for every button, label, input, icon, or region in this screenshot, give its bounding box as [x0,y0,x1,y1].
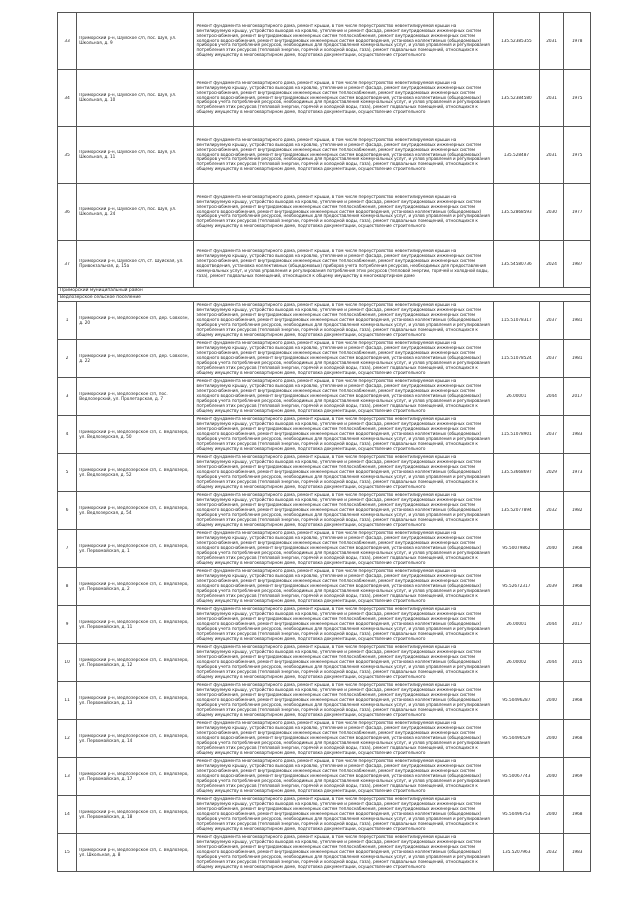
row-number-text: 37 [64,261,70,266]
repair-year-cell-text: 2024 [546,261,557,266]
cadastral-code-cell [493,492,539,530]
settlement-heading: Ведлозерское сельское поселение [58,295,591,302]
repair-year-cell [539,416,564,454]
works-description-cell-text: Ремонт фундамента многоквартирного дома, ремонт крыши, в том числе переустройство невентилируемой крыши на вентилируемую крышу, устройство выходов на кровлю, утепление и ремонт фасада, ремонт внутридомовых инженерных систем электроснабжения, ремонт внутридомовых инженерных систем теплоснабжения, ремонт внутридомовых инженерных систем холодного водоснабжения, ремонт внутридомовых инженерных систем водоотведения, установка коллективных (общедомовых) приборов учета потребления ресурсов, необходимых для предоставления коммунальных услуг, и узлов управления и регулирования потребления этих ресурсов (тепловой энергии, горячей и холодной воды, газа), ремонт подвальных помещений, относящихся к общему имуществу в многоквартирном доме, подготовка документации, осуществление строительного [196,379,490,413]
build-year-cell-text: 1975 [571,95,583,100]
repair-year-cell-text: 2044 [546,660,557,665]
address-cell-text: Приморский р-н, Ведлозерское с/п, дер. Совхозн, д. 20 [79,315,189,325]
address-cell [77,13,194,70]
row-number-text: 36 [64,209,70,214]
build-year-cell-text: 1981 [571,318,583,323]
build-year-cell-text: 1968 [571,812,583,817]
repair-year-cell-text: 2044 [546,622,557,627]
cadastral-code-cell-text: 95.52672317 [502,584,531,589]
address-cell [77,530,194,568]
row-number [58,340,77,378]
row-number [58,454,77,492]
cadastral-code-cell [493,530,539,568]
works-description-cell [194,378,494,416]
address-cell [77,184,194,241]
address-cell-text: Приморский р-н, Шуйское с/п, пос. Шуя, ул. Школьная, д. 9 [79,36,177,45]
works-description-cell [194,530,494,568]
address-cell [77,127,194,184]
works-description-cell-text: Ремонт фундамента многоквартирного дома, ремонт крыши, в том числе переустройство невентилируемой крыши на вентилируемую крышу, устройство выходов на кровлю, утепление и ремонт фасада, ремонт внутридомовых инженерных систем электроснабжения, ремонт внутридомовых инженерных систем теплоснабжения, ремонт внутридомовых инженерных систем холодного водоснабжения, ремонт внутридомовых инженерных систем водоотведения, установка коллективных (общедомовых) приборов учета потребления ресурсов, необходимых для предоставления коммунальных услуг, и узлов управления и регулирования потребления этих ресурсов (тепловой энергии, горячей и холодной воды, газа), ремонт подвальных помещений, относящихся к общему имуществу в многоквартирном доме, подготовка документации, осуществление строительного [196,80,490,115]
repair-year-cell-text: 2032 [546,850,557,855]
build-year-cell [564,644,591,682]
cadastral-code-cell-text: 95.50496287 [502,698,531,703]
cadastral-code-cell [493,378,539,416]
cadastral-code-cell [493,13,539,70]
cadastral-code-cell-text: 95.50079862 [502,546,531,551]
works-description-cell [194,834,494,872]
cadastral-code-cell-text: 135.52077894 [501,508,532,513]
row-number-text: 9 [65,622,69,627]
table-body-vedlozerskoe [58,302,591,872]
build-year-cell [564,606,591,644]
address-cell-text: Приморский р-н, Шуйское с/п, пос. Шуя, ул. Школьная, д. 10 [79,93,177,102]
works-description-cell [194,720,494,758]
build-year-cell-text: 1978 [571,38,583,43]
cadastral-code-cell [493,454,539,492]
works-description-cell-text: Ремонт фундамента многоквартирного дома, ремонт крыши, в том числе переустройство невентилируемой крыши на вентилируемую крышу, устройство выходов на кровлю, утепление и ремонт фасада, ремонт внутридомовых инженерных систем электроснабжения, ремонт внутридомовых инженерных систем теплоснабжения, ремонт внутридомовых инженерных систем холодного водоснабжения, ремонт внутридомовых инженерных систем водоотведения, установка коллективных (общедомовых) приборов учета потребления ресурсов, необходимых для предоставления коммунальных услуг, и узлов управления и регулирования потребления этих ресурсов (тепловой энергии, горячей и холодной воды, газа), ремонт подвальных помещений, относящихся к общему имуществу в многоквартирном доме, подготовка документации, осуществление строительного [196,683,490,717]
table-row [58,758,591,796]
table-row [58,127,591,184]
row-number [58,606,77,644]
build-year-cell-text: 1982 [571,508,583,513]
build-year-cell-text: 1973 [571,470,583,475]
row-number-text: 12 [64,736,70,741]
row-number [58,13,77,70]
repair-year-cell [539,13,564,70]
address-cell-text: Приморский р-н, Ведлозерское с/п, с. Ведлозеро, ул. Первомайская, д. 13 [79,695,189,705]
works-description-cell-text: Ремонт фундамента многоквартирного дома, ремонт крыши, в том числе переустройство невентилируемой крыши на вентилируемую крышу, устройство выходов на кровлю, утепление и ремонт фасада, ремонт внутридомовых инженерных систем электроснабжения, ремонт внутридомовых инженерных систем теплоснабжения, ремонт внутридомовых инженерных систем холодного водоснабжения, ремонт внутридомовых инженерных систем водоотведения, установка коллективных (общедомовых) приборов учета потребления ресурсов, необходимых для предоставления коммунальных услуг, и узлов управления и регулирования потребления этих ресурсов (тепловой энергии, горячей и холодной воды, газа), ремонт подвальных помещений, относящихся к общему имуществу в многоквартирном доме, подготовка документации, осуществление строительного [196,23,490,58]
cadastral-code-cell [493,184,539,241]
works-description-cell-text: Ремонт фундамента многоквартирного дома, ремонт крыши, в том числе переустройство невентилируемой крыши на вентилируемую крышу, устройство выходов на кровлю, утепление и ремонт фасада, ремонт внутридомовых инженерных систем электроснабжения, ремонт внутридомовых инженерных систем теплоснабжения, ремонт внутридомовых инженерных систем холодного водоснабжения, ремонт внутридомовых инженерных систем водоотведения, установка коллективных (общедомовых) приборов учета потребления ресурсов, необходимых для предоставления коммунальных услуг, и узлов управления и регулирования потребления этих ресурсов (тепловой энергии, горячей и холодной воды, газа), ремонт подвальных помещений, относящихся к общему имуществу в многоквартирном доме, подготовка документации, осуществление строительного [196,194,490,229]
address-cell-text: Приморский р-н, Ведлозерское с/п, с. Ведлозеро, ул. Первомайская, д. 2 [79,581,189,591]
repair-year-cell [539,682,564,720]
build-year-cell [564,530,591,568]
repair-year-cell-text: 2031 [546,95,557,100]
cadastral-code-cell-text: 26.00002 [506,660,527,665]
works-description-cell [194,302,494,340]
works-description-cell-text: Ремонт фундамента многоквартирного дома, ремонт крыши, в том числе переустройство невентилируемой крыши на вентилируемую крышу, устройство выходов на кровлю, утепление и ремонт фасада, ремонт внутридомовых инженерных систем электроснабжения, ремонт внутридомовых инженерных систем теплоснабжения, ремонт внутридомовых инженерных систем холодного водоснабжения, ремонт внутридомовых инженерных систем водоотведения, установка коллективных (общедомовых) приборов учета потребления ресурсов, необходимых для предоставления коммунальных услуг, и узлов управления и регулирования потребления этих ресурсов (тепловой энергии, горячей и холодной воды, газа), ремонт подвальных помещений, относящихся к общему имуществу в многоквартирном доме, подготовка документации, осуществление строительного [196,455,490,489]
cadastral-code-cell [493,682,539,720]
address-cell [77,70,194,127]
build-year-cell [564,796,591,834]
repair-year-cell-text: 2032 [546,508,557,513]
build-year-cell [564,568,591,606]
repair-year-cell [539,302,564,340]
cadastral-code-cell-text: 115.51078317 [501,318,532,323]
table-row [58,241,591,288]
cadastral-code-cell-text: 135.52385355 [501,38,532,43]
address-cell [77,378,194,416]
address-cell [77,302,194,340]
cadastral-code-cell [493,834,539,872]
address-cell [77,606,194,644]
cadastral-code-cell [493,644,539,682]
works-description-cell [194,241,494,288]
cadastral-code-cell-text: 135.52384580 [501,95,532,100]
cadastral-code-cell-text: 95.50496753 [502,812,531,817]
table-row [58,834,591,872]
row-number [58,682,77,720]
repair-year-cell [539,796,564,834]
address-cell [77,758,194,796]
row-number [58,127,77,184]
repair-year-cell [539,70,564,127]
table-row [58,302,591,340]
cadastral-code-cell [493,340,539,378]
repair-year-cell [539,606,564,644]
build-year-cell-text: 2017 [571,394,583,399]
table-row [58,416,591,454]
address-cell-text: Приморский р-н, Ведлозерское с/п, с. Ведлозеро, ул. Первомайская, д. 17 [79,771,189,781]
repair-year-cell [539,492,564,530]
build-year-cell [564,834,591,872]
row-number-text: 11 [64,698,70,703]
works-description-cell [194,13,494,70]
address-cell-text: Приморский р-н, Шуйское с/п, пос. Шуя, ул. Школьная, д. 11 [79,150,177,159]
table-row [58,378,591,416]
row-number [58,644,77,682]
repair-year-cell-text: 2037 [546,318,557,323]
build-year-cell [564,378,591,416]
cadastral-code-cell-text: 26.00001 [506,394,527,399]
address-cell [77,492,194,530]
repair-year-cell [539,454,564,492]
build-year-cell-text: 1987 [571,261,583,266]
repair-year-cell [539,530,564,568]
table-row [58,13,591,70]
works-description-cell [194,568,494,606]
address-cell [77,796,194,834]
cadastral-code-cell-text: 95.50496529 [502,736,531,741]
repair-year-cell [539,184,564,241]
repair-year-cell-text: 2031 [546,38,557,43]
cadastral-code-cell-text: 135.53668697 [501,470,532,475]
cadastral-code-cell [493,758,539,796]
works-description-cell-text: Ремонт фундамента многоквартирного дома, ремонт крыши, в том числе переустройство невентилируемой крыши на вентилируемую крышу, устройство выходов на кровлю, утепление и ремонт фасада, ремонт внутридомовых инженерных систем электроснабжения, ремонт внутридомовых инженерных систем теплоснабжения, ремонт внутридомовых инженерных систем холодного водоснабжения, ремонт внутридомовых инженерных систем водоотведения, установка коллективных (общедомовых) приборов учета потребления ресурсов, необходимых для предоставления коммунальных услуг, и узлов управления и регулирования потребления этих ресурсов (тепловой энергии, горячей и холодной воды, газа), ремонт подвальных помещений, относящихся к общему имуществу в многоквартирном доме, подготовка документации, осуществление строительного [196,531,490,565]
address-cell [77,834,194,872]
table-body-shuiskoe [58,13,591,288]
works-description-cell [194,184,494,241]
address-cell-text: Приморский р-н, Ведлозерское с/п, с. Ведлозеро, ул. Первомайская, д. 14 [79,733,189,743]
cadastral-code-cell [493,720,539,758]
repair-year-cell [539,241,564,288]
table-row [58,454,591,492]
row-number [58,70,77,127]
cadastral-code-cell [493,568,539,606]
row-number-text: 5 [65,470,69,475]
works-description-cell-text: Ремонт фундамента многоквартирного дома, ремонт крыши, в том числе переустройство невентилируемой крыши на вентилируемую крышу, устройство выходов на кровлю, утепление и ремонт фасада, ремонт внутридомовых инженерных систем электроснабжения, ремонт внутридомовых инженерных систем теплоснабжения, ремонт внутридомовых инженерных систем холодного водоснабжения, ремонт внутридомовых инженерных систем водоотведения, установка коллективных (общедомовых) приборов учета потребления ресурсов, необходимых для предоставления коммунальных услуг, и узлов управления и регулирования потребления этих ресурсов (тепловой энергии, горячей и холодной воды, газа), ремонт подвальных помещений, относящихся к общему имуществу в многоквартирном доме, подготовка документации, осуществление строительного [196,797,490,831]
row-number-text: 8 [65,584,69,589]
table-row [58,530,591,568]
works-description-cell-text: Ремонт фундамента многоквартирного дома, ремонт крыши, в том числе переустройство невентилируемой крыши на вентилируемую крышу, устройство выходов на кровлю, утепление и ремонт фасада, ремонт внутридомовых инженерных систем электроснабжения, ремонт внутридомовых инженерных систем теплоснабжения, ремонт внутридомовых инженерных систем холодного водоснабжения, ремонт внутридомовых инженерных систем водоотведения, установка коллективных (общедомовых) приборов учета потребления ресурсов, необходимых для предоставления коммунальных услуг, и узлов управления и регулирования потребления этих ресурсов (тепловой энергии, горячей и холодной воды, газа), ремонт подвальных помещений, относящихся к общему имуществу в многоквартирном доме, подготовка документации, осуществление строительного [196,493,490,527]
works-description-cell [194,454,494,492]
repair-year-cell-text: 2030 [546,209,557,214]
row-number [58,834,77,872]
address-cell-text: Приморский р-н, Шуйское с/п, пос. Шуя, ул. Школьная, д. 24 [79,207,177,216]
build-year-cell [564,184,591,241]
section-row-district [58,288,591,295]
works-description-cell [194,416,494,454]
housing-register-table [57,12,591,872]
address-cell-text: Приморский р-н, Ведлозерское с/п, с. Ведлозеро, ул. Первомайская, д. 11 [79,619,189,629]
repair-year-cell-text: 2037 [546,432,557,437]
works-description-cell [194,606,494,644]
repair-year-cell-text: 2040 [546,774,557,779]
row-number-text: 34 [64,95,70,100]
table-row [58,720,591,758]
cadastral-code-cell [493,606,539,644]
works-description-cell [194,340,494,378]
build-year-cell [564,70,591,127]
row-number [58,184,77,241]
repair-year-cell [539,127,564,184]
cadastral-code-cell-text: 135.54580736 [501,261,532,266]
address-cell [77,241,194,288]
address-cell-text: Приморский р-н, Ведлозерское с/п, с. Ведлозеро, ул. Школьная, д. 8 [79,847,189,857]
works-description-cell [194,796,494,834]
address-cell-text: Приморский р-н, Ведлозерское с/п, с. Ведлозеро, ул. Ведлозерская, д. 50 [79,429,189,439]
repair-year-cell-text: 2037 [546,356,557,361]
section-row-settlement [58,295,591,302]
row-number [58,416,77,454]
row-number [58,530,77,568]
build-year-cell-text: 1981 [571,356,583,361]
build-year-cell [564,720,591,758]
works-description-cell-text: Ремонт фундамента многоквартирного дома, ремонт крыши, в том числе переустройство невентилируемой крыши на вентилируемую крышу, устройство выходов на кровлю, утепление и ремонт фасада, ремонт внутридомовых инженерных систем электроснабжения, ремонт внутридомовых инженерных систем теплоснабжения, ремонт внутридомовых инженерных систем холодного водоснабжения, ремонт внутридомовых инженерных систем водоотведения, установка коллективных (общедомовых) приборов учета потребления ресурсов, необходимых для предоставления коммунальных услуг, и узлов управления и регулирования потребления этих ресурсов (тепловой энергии, горячей и холодной воды, газа), ремонт подвальных помещений, относящихся к общему имуществу в многоквартирном доме, подготовка документации, осуществление строительного [196,569,490,603]
works-description-cell [194,492,494,530]
build-year-cell [564,302,591,340]
table-row [58,644,591,682]
row-number [58,720,77,758]
row-number-text: 1 [65,318,69,323]
address-cell [77,644,194,682]
build-year-cell [564,454,591,492]
address-cell [77,720,194,758]
address-cell [77,340,194,378]
address-cell-text: Приморский р-н, Ведлозерское с/п, дер. Совхозн, д. 22 [79,353,189,363]
table-row [58,492,591,530]
build-year-cell-text: 2015 [571,660,583,665]
row-number [58,241,77,288]
repair-year-cell [539,758,564,796]
cadastral-code-cell-text: 115.51078901 [501,432,532,437]
row-number [58,378,77,416]
works-description-cell [194,127,494,184]
build-year-cell [564,416,591,454]
table-row [58,682,591,720]
cadastral-code-cell-text: 135.528487 [503,152,530,157]
build-year-cell-text: 1968 [571,584,583,589]
cadastral-code-cell-text: 95.50067743 [502,774,531,779]
cadastral-code-cell [493,241,539,288]
address-cell-text: Приморский р-н, Ведлозерское с/п, с. Ведлозеро, ул. Ведлозерская, д. 54 [79,505,189,515]
row-number-text: 4 [65,432,69,437]
build-year-cell-text: 1983 [571,850,583,855]
works-description-cell-text: Ремонт фундамента многоквартирного дома, ремонт крыши, в том числе переустройство невентилируемой крыши на вентилируемую крышу, устройство выходов на кровлю, утепление и ремонт фасада, ремонт внутридомовых инженерных систем электроснабжения, ремонт внутридомовых инженерных систем теплоснабжения, ремонт внутридомовых инженерных систем холодного водоснабжения, ремонт внутридомовых инженерных систем водоотведения, установка коллективных (общедомовых) приборов учета потребления ресурсов, необходимых для предоставления коммунальных услуг, и узлов управления и регулирования потребления этих ресурсов (тепловой энергии, горячей и холодной воды, газа), ремонт подвальных помещений, относящихся к общему имуществу в многоквартирном доме, подготовка документации, осуществление строительного [196,137,490,172]
works-description-cell-text: Ремонт фундамента многоквартирного дома, ремонт крыши, в том числе переустройство невентилируемой крыши на вентилируемую крышу, устройство выходов на кровлю, утепление и ремонт фасада, ремонт внутридомовых инженерных систем электроснабжения, ремонт внутридомовых инженерных систем теплоснабжения, ремонт внутридомовых инженерных систем холодного водоснабжения, ремонт внутридомовых инженерных систем водоотведения, установка коллективных (общедомовых) приборов учета потребления ресурсов, необходимых для предоставления коммунальных услуг, и узлов управления и регулирования потребления этих ресурсов (тепловой энергии, горячей и холодной воды, газа), ремонт подвальных помещений, относящихся к общему имуществу в многоквартирном доме, подготовка документации, осуществление строительного [196,759,490,793]
repair-year-cell-text: 2039 [546,584,557,589]
address-cell-text: Приморский р-н, Ведлозерское с/п, с. Ведлозеро, ул. Ведлозерская, д. 52 [79,467,189,477]
row-number-text: 6 [65,508,69,513]
build-year-cell [564,127,591,184]
works-description-cell-text: Ремонт фундамента многоквартирного дома, ремонт крыши, в том числе переустройство невентилируемой крыши на вентилируемую крышу, устройство выходов на кровлю, утепление и ремонт фасада, ремонт внутридомовых инженерных систем электроснабжения, ремонт внутридомовых инженерных систем теплоснабжения, ремонт внутридомовых инженерных систем холодного водоснабжения, ремонт внутридомовых инженерных систем водоотведения, установка коллективных (общедомовых) приборов учета потребления ресурсов, необходимых для предоставления коммунальных услуг, и узлов управления и регулирования потребления этих ресурсов (тепловой энергии, горячей и холодной воды, газа), ремонт подвальных помещений, относящихся к общему имуществу в многоквартирном доме, подготовка документации, осуществление строительного [196,721,490,755]
works-description-cell [194,682,494,720]
build-year-cell-text: 1968 [571,736,583,741]
build-year-cell-text: 1969 [571,774,583,779]
cadastral-code-cell [493,302,539,340]
row-number-text: 14 [64,812,70,817]
row-number-text: 15 [64,850,70,855]
build-year-cell [564,13,591,70]
works-description-cell-text: Ремонт фундамента многоквартирного дома, ремонт крыши, в том числе переустройство невентилируемой крыши на вентилируемую крышу, устройство выходов на кровлю, утепление и ремонт фасада, ремонт внутридомовых инженерных систем электроснабжения, ремонт внутридомовых инженерных систем теплоснабжения, ремонт внутридомовых инженерных систем холодного водоснабжения, ремонт внутридомовых инженерных систем водоотведения, установка коллективных (общедомовых) приборов учета потребления ресурсов, необходимых для предоставления коммунальных услуг, и узлов управления и регулирования потребления этих ресурсов (тепловой энергии, горячей и холодной воды, газа), ремонт подвальных помещений, относящихся к общему имуществу в многоквартирном доме, подготовка документации, осуществление строительного [196,341,490,375]
row-number-text: 7 [65,546,69,551]
works-description-cell-text: Ремонт фундамента многоквартирного дома, ремонт крыши, в том числе переустройство невентилируемой крыши на вентилируемую крышу, устройство выходов на кровлю, утепление и ремонт фасада, ремонт внутридомовых инженерных систем электроснабжения, ремонт внутридомовых инженерных систем теплоснабжения, ремонт внутридомовых инженерных систем холодного водоснабжения, ремонт внутридомовых инженерных систем водоотведения, установка коллективных (общедомовых) приборов учета потребления ресурсов, необходимых для предоставления коммунальных услуг, и узлов управления и регулирования потребления этих ресурсов (тепловой энергии, горячей и холодной воды, газа), ремонт подвальных помещений, относящихся к общему имуществу в многоквартирном доме, подготовка документации, осуществление строительного [196,835,490,869]
repair-year-cell-text: 2040 [546,736,557,741]
address-cell-text: Приморский р-н, Ведлозерское с/п, с. Ведлозеро, ул. Первомайская, д. 1 [79,543,189,553]
address-cell-text: Приморский р-н, Ведлозерское с/п, с. Ведлозеро, ул. Первомайская, д. 18 [79,809,189,819]
build-year-cell-text: 1968 [571,546,583,551]
repair-year-cell [539,568,564,606]
build-year-cell-text: 1968 [571,698,583,703]
build-year-cell-text: 1977 [571,209,583,214]
cadastral-code-cell [493,796,539,834]
repair-year-cell-text: 2040 [546,546,557,551]
build-year-cell [564,340,591,378]
address-cell-text: Приморский р-н, Шуйское с/п, ст. Шуйская, ул. Привокзальная, д. 15а [79,259,184,268]
repair-year-cell [539,378,564,416]
row-number-text: 13 [64,774,70,779]
repair-year-cell [539,340,564,378]
build-year-cell-text: 2017 [571,622,583,627]
repair-year-cell [539,644,564,682]
table-row [58,568,591,606]
row-number-text: 10 [64,660,70,665]
cadastral-code-cell-text: 135.52868593 [501,209,532,214]
cadastral-code-cell [493,70,539,127]
cadastral-code-cell-text: 115.51078524 [501,356,532,361]
cadastral-code-cell [493,416,539,454]
row-number-text: 2 [65,356,69,361]
row-number-text: 35 [64,152,70,157]
address-cell-text: Приморский р-н, Ведлозерское с/п, с. Ведлозеро, ул. Первомайская, д. 12 [79,657,189,667]
table-row [58,606,591,644]
works-description-cell [194,70,494,127]
table-row [58,796,591,834]
address-cell-text: Приморский р-н, Ведлозерское с/п, пос. Ведлозерский, ул. Пролетарская, д. 7 [79,391,168,401]
works-description-cell-text: Ремонт фундамента многоквартирного дома, ремонт крыши, в том числе переустройство невентилируемой крыши на вентилируемую крышу, устройство выходов на кровлю, утепление и ремонт фасада, ремонт внутридомовых инженерных систем электроснабжения, ремонт внутридомовых инженерных систем теплоснабжения, ремонт внутридомовых инженерных систем холодного водоснабжения, ремонт внутридомовых инженерных систем водоотведения, установка коллективных (общедомовых) приборов учета потребления ресурсов, необходимых для предоставления коммунальных услуг, и узлов управления и регулирования потребления этих ресурсов (тепловой энергии, горячей и холодной воды, газа), ремонт подвальных помещений, относящихся к общему имуществу в многоквартирном доме, подготовка документации, осуществление строительного [196,645,490,679]
address-cell [77,416,194,454]
table-row [58,184,591,241]
address-cell [77,454,194,492]
address-cell [77,682,194,720]
works-description-cell-text: Ремонт фундамента многоквартирного дома, ремонт крыши, в том числе переустройство невентилируемой крыши на вентилируемую крышу, устройство выходов на кровлю, утепление и ремонт фасада, ремонт внутридомовых инженерных систем электроснабжения, ремонт внутридомовых инженерных систем теплоснабжения, ремонт внутридомовых инженерных систем холодного водоснабжения, ремонт внутридомовых инженерных систем водоотведения, установка коллективных (общедомовых) приборов учета потребления ресурсов, необходимых для предоставления коммунальных услуг, и узлов управления и регулирования потребления этих ресурсов (тепловой энергии, горячей и холодной воды, газа), ремонт подвальных помещений, относящихся к общему имуществу в многоквартирном доме, подготовка документации, осуществление строительного [196,607,490,641]
cadastral-code-cell [493,127,539,184]
section-headers [58,288,591,302]
table-row [58,70,591,127]
build-year-cell [564,682,591,720]
repair-year-cell-text: 2031 [546,152,557,157]
cadastral-code-cell-text: 135.5207963 [502,850,531,855]
repair-year-cell-text: 2040 [546,812,557,817]
build-year-cell [564,492,591,530]
build-year-cell [564,241,591,288]
row-number [58,302,77,340]
repair-year-cell-text: 2044 [546,394,557,399]
repair-year-cell [539,720,564,758]
build-year-cell [564,758,591,796]
row-number [58,492,77,530]
works-description-cell [194,758,494,796]
table-row [58,340,591,378]
repair-year-cell [539,834,564,872]
row-number [58,758,77,796]
row-number-text: 3 [65,394,69,399]
repair-year-cell-text: 2029 [546,470,557,475]
works-description-cell-text: Ремонт фундамента многоквартирного дома, ремонт крыши, в том числе переустройство невентилируемой крыши на вентилируемую крышу, устройство выходов на кровлю, утепление и ремонт фасада, ремонт внутридомовых инженерных систем электроснабжения, ремонт внутридомовых инженерных систем теплоснабжения, ремонт внутридомовых инженерных систем холодного водоснабжения, ремонт внутридомовых инженерных систем водоотведения, установка коллективных (общедомовых) приборов учета потребления ресурсов, необходимых для предоставления коммунальных услуг, и узлов управления и регулирования потребления этих ресурсов (тепловой энергии, горячей и холодной воды, газа), ремонт подвальных помещений, относящихся к общему имуществу в многоквартирном доме, подготовка документации, осуществление строительного [196,303,490,337]
works-description-cell-text: Ремонт фундамента многоквартирного дома, ремонт крыши, в том числе переустройство невентилируемой крыши на вентилируемую крышу, устройство выходов на кровлю, утепление и ремонт фасада, ремонт внутридомовых инженерных систем электроснабжения, ремонт внутридомовых инженерных систем теплоснабжения, ремонт внутридомовых инженерных систем водоотведения, установка коллективных (общедомовых) приборов учета потребления ресурсов, необходимых для предоставления коммунальных услуг, и узлов управления и регулирования потребления этих ресурсов (тепловой энергии, горячей и холодной воды, газа), ремонт подвальных помещений, относящихся к общему имуществу в многоквартирном доме [196,249,489,278]
works-description-cell [194,644,494,682]
row-number [58,796,77,834]
build-year-cell-text: 1983 [571,432,583,437]
cadastral-code-cell-text: 26.00001 [506,622,527,627]
district-heading: Приморский муниципальный район [58,288,591,295]
address-cell [77,568,194,606]
repair-year-cell-text: 2040 [546,698,557,703]
row-number-text: 33 [64,38,70,43]
build-year-cell-text: 1975 [571,152,583,157]
works-description-cell-text: Ремонт фундамента многоквартирного дома, ремонт крыши, в том числе переустройство невентилируемой крыши на вентилируемую крышу, устройство выходов на кровлю, утепление и ремонт фасада, ремонт внутридомовых инженерных систем электроснабжения, ремонт внутридомовых инженерных систем теплоснабжения, ремонт внутридомовых инженерных систем холодного водоснабжения, ремонт внутридомовых инженерных систем водоотведения, установка коллективных (общедомовых) приборов учета потребления ресурсов, необходимых для предоставления коммунальных услуг, и узлов управления и регулирования потребления этих ресурсов (тепловой энергии, горячей и холодной воды, газа), ремонт подвальных помещений, относящихся к общему имуществу в многоквартирном доме, подготовка документации, осуществление строительного [196,417,490,451]
row-number [58,568,77,606]
